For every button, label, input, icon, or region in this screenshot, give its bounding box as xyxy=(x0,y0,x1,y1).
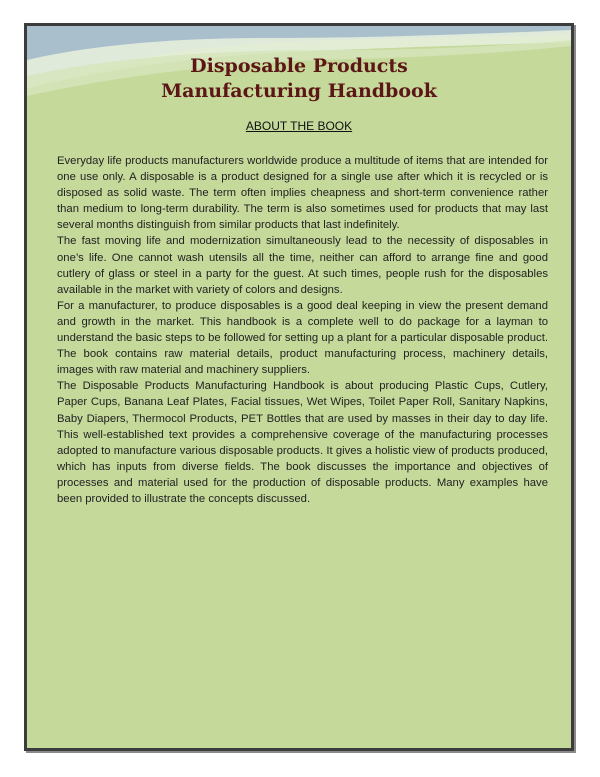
paragraph-3: For a manufacturer, to produce disposables is a good deal keeping in view the present demand and growth in the market. This handbook is a complete well to do package for a layman to understand the basic steps to be followed for setting up a plant for a particular disposable product. The book contains raw material details, product manufacturing process, machinery details, images with raw material and machinery suppliers. xyxy=(57,299,548,377)
description-body xyxy=(57,153,548,507)
section-heading xyxy=(27,119,571,133)
paragraph-4: The Disposable Products Manufacturing Handbook is about producing Plastic Cups, Cutlery, Paper Cups, Banana Leaf Plates, Facial tissues, Wet Wipes, Toilet Paper Roll, Sanitary Napkins, Baby Diapers, Thermocol Products, PET Bottles that are used by masses in their day to day life. This well-established text provides a comprehensive coverage of the manufacturing processes adopted to manufacture various disposable products. It gives a holistic view of products produced, which has inputs from diverse fields. The book discusses the importance and objectives of processes and material used for the production of disposable products. Many examples have been provided to illustrate the concepts discussed. xyxy=(57,380,548,505)
title-line-1: Disposable Products xyxy=(190,55,408,77)
title-line-2: Manufacturing Handbook xyxy=(161,80,437,102)
book-title xyxy=(27,54,571,104)
cover-frame xyxy=(24,23,574,751)
heading-text: ABOUT THE BOOK xyxy=(245,119,353,133)
paragraph-1: Everyday life products manufacturers worldwide produce a multitude of items that are intended for one use only. A disposable is a product designed for a single use after which it is recycled or is disposed as solid waste. The term often implies cheapness and short-term convenience rather than medium to long-term durability. The term is also sometimes used for products that may last several months distinguish from similar products that last indefinitely. xyxy=(57,155,548,232)
paragraph-2: The fast moving life and modernization simultaneously lead to the necessity of disposables in one’s life. One cannot wash utensils all the time, neither can afford to arrange fine and good cutlery of glass or steel in a party for the guest. At such times, people rush for the disposables available in the market with variety of colors and designs. xyxy=(57,235,548,296)
